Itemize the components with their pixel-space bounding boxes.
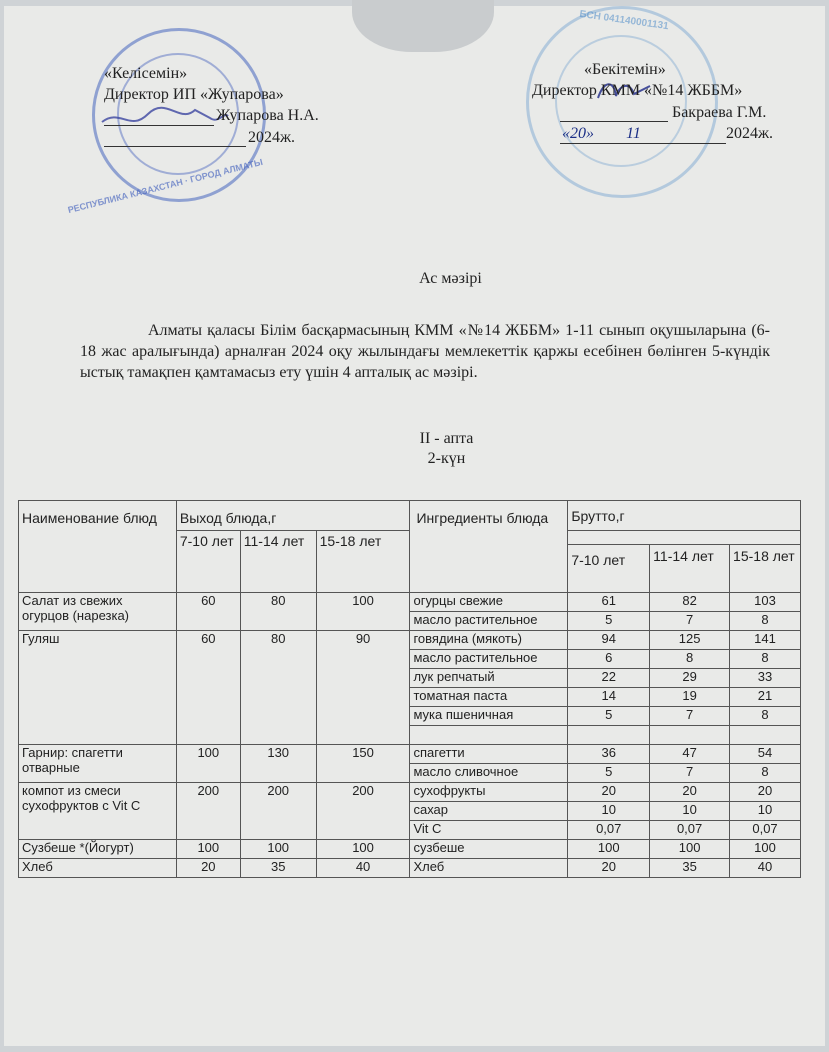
ingredient-brutto-value: 19	[650, 688, 730, 707]
dish-output-value: 20	[176, 859, 240, 878]
approval-left-director: Директор ИП «Жупарова»	[104, 86, 284, 103]
ingredient-brutto-value: 0,07	[568, 821, 650, 840]
header-brutto-spacer	[568, 531, 801, 545]
ingredient-name: говядина (мякоть)	[410, 631, 568, 650]
stamp-right-text: БСН 041140001131	[578, 8, 670, 33]
ingredient-brutto-value: 10	[650, 802, 730, 821]
dish-output-value: 100	[176, 840, 240, 859]
dish-output-value: 40	[316, 859, 410, 878]
dish-name: Сузбеше *(Йогурт)	[19, 840, 177, 859]
day-label: 2-күн	[427, 450, 466, 467]
ingredient-name: Vit C	[410, 821, 568, 840]
table-row	[19, 593, 801, 612]
approval-right-year: 2024ж.	[726, 125, 774, 142]
header-output: Выход блюда,г	[176, 501, 410, 531]
approval-left-date-line	[104, 146, 246, 147]
ingredient-brutto-value: 7	[650, 707, 730, 726]
ingredient-brutto-value: 40	[730, 859, 801, 878]
ingredient-brutto-value: 36	[568, 745, 650, 764]
ingredient-name: сухофрукты	[410, 783, 568, 802]
stamp-left-text: РЕСПУБЛИКА КАЗАХСТАН · ГОРОД АЛМАТЫ	[66, 156, 264, 216]
ingredient-brutto-value: 125	[650, 631, 730, 650]
dish-name: компот из смеси сухофруктов с Vit C	[19, 783, 177, 840]
ingredient-brutto-value: 141	[730, 631, 801, 650]
ingredient-brutto-value	[568, 726, 650, 745]
ingredient-brutto-value: 100	[650, 840, 730, 859]
ingredient-brutto-value: 54	[730, 745, 801, 764]
intro-paragraph: Алматы қаласы Білім басқармасының КММ «№14 ЖББМ» 1-11 сынып оқушыларына (6-18 жас аралығында) арналған 2024 оқу жылындағы мемлекеттік қаржы есебінен бөлінген 5-күндік ыстық тамақпен қамтамасыз ету үшін 4 апталық ас мәзірі.	[80, 322, 770, 381]
ingredient-brutto-value: 20	[568, 859, 650, 878]
ingredient-brutto-value: 21	[730, 688, 801, 707]
ingredient-brutto-value: 20	[650, 783, 730, 802]
ingredient-brutto-value: 100	[730, 840, 801, 859]
ingredient-brutto-value: 8	[730, 612, 801, 631]
header-brutto-age-15-18: 15-18 лет	[730, 545, 801, 593]
table-row	[19, 783, 801, 802]
approval-right-name: Бакраева Г.М.	[672, 104, 767, 121]
dish-output-value: 150	[316, 745, 410, 783]
table-row	[19, 745, 801, 764]
ingredient-brutto-value: 47	[650, 745, 730, 764]
ingredient-brutto-value: 8	[730, 764, 801, 783]
menu-title: Ас мәзірі	[419, 270, 482, 287]
header-brutto: Брутто,г	[568, 501, 801, 531]
dish-output-value: 60	[176, 631, 240, 745]
ingredient-name: огурцы свежие	[410, 593, 568, 612]
ingredient-name: лук репчатый	[410, 669, 568, 688]
header-dish-name: Наименование блюд	[19, 501, 177, 593]
dish-output-value: 100	[316, 840, 410, 859]
ingredient-brutto-value: 22	[568, 669, 650, 688]
dish-output-value: 80	[240, 631, 316, 745]
table-row	[19, 859, 801, 878]
ingredient-brutto-value: 6	[568, 650, 650, 669]
ingredient-brutto-value: 5	[568, 612, 650, 631]
approval-right-day: «20»	[562, 125, 594, 142]
signature-left	[100, 104, 230, 134]
week-label: II - апта	[419, 430, 474, 447]
approval-left-agree: «Келісемін»	[104, 65, 188, 82]
approval-right-date-line	[560, 143, 726, 144]
dish-name: Хлеб	[19, 859, 177, 878]
ingredient-name: сузбеше	[410, 840, 568, 859]
table-row	[19, 840, 801, 859]
ingredient-brutto-value: 8	[650, 650, 730, 669]
dish-output-value: 130	[240, 745, 316, 783]
ingredient-brutto-value: 29	[650, 669, 730, 688]
dish-output-value: 80	[240, 593, 316, 631]
approval-right-director: Директор КММ «№14 ЖББМ»	[532, 82, 743, 99]
header-output-age-11-14: 11-14 лет	[240, 531, 316, 593]
ingredient-brutto-value: 8	[730, 650, 801, 669]
approval-left-name: Жупарова Н.А.	[216, 107, 319, 124]
ingredient-brutto-value: 100	[568, 840, 650, 859]
dish-output-value: 100	[316, 593, 410, 631]
dish-output-value: 100	[176, 745, 240, 783]
dish-output-value: 35	[240, 859, 316, 878]
ingredient-brutto-value: 20	[568, 783, 650, 802]
ingredient-name	[410, 726, 568, 745]
header-output-age-15-18: 15-18 лет	[316, 531, 410, 593]
ingredient-name: Хлеб	[410, 859, 568, 878]
ingredient-brutto-value: 94	[568, 631, 650, 650]
table-row	[19, 631, 801, 650]
ingredient-brutto-value: 35	[650, 859, 730, 878]
approval-right-underline	[560, 121, 668, 122]
dish-name: Гуляш	[19, 631, 177, 745]
ingredient-brutto-value: 33	[730, 669, 801, 688]
ingredient-name: спагетти	[410, 745, 568, 764]
header-brutto-age-11-14: 11-14 лет	[650, 545, 730, 593]
header-brutto-age-7-10: 7-10 лет	[568, 545, 650, 593]
ingredient-brutto-value: 8	[730, 707, 801, 726]
ingredient-brutto-value: 10	[568, 802, 650, 821]
ingredient-brutto-value: 0,07	[650, 821, 730, 840]
dish-output-value: 200	[316, 783, 410, 840]
ingredient-brutto-value: 5	[568, 707, 650, 726]
ingredient-name: томатная паста	[410, 688, 568, 707]
approval-left-underline	[104, 125, 214, 126]
dish-output-value: 200	[176, 783, 240, 840]
ingredient-name: масло растительное	[410, 612, 568, 631]
ingredient-name: мука пшеничная	[410, 707, 568, 726]
approval-right-approve: «Бекітемін»	[584, 61, 666, 78]
dish-output-value: 60	[176, 593, 240, 631]
approval-right-month: 11	[626, 125, 641, 142]
header-output-age-7-10: 7-10 лет	[176, 531, 240, 593]
ingredient-brutto-value: 5	[568, 764, 650, 783]
header-ingredients: Ингредиенты блюда	[410, 501, 568, 593]
ingredient-brutto-value: 7	[650, 764, 730, 783]
dish-output-value: 100	[240, 840, 316, 859]
dish-output-value: 90	[316, 631, 410, 745]
ingredient-brutto-value: 82	[650, 593, 730, 612]
ingredient-brutto-value	[730, 726, 801, 745]
dish-output-value: 200	[240, 783, 316, 840]
ingredient-brutto-value: 10	[730, 802, 801, 821]
ingredient-brutto-value: 7	[650, 612, 730, 631]
ingredient-brutto-value: 14	[568, 688, 650, 707]
ingredient-brutto-value: 61	[568, 593, 650, 612]
ingredient-brutto-value: 20	[730, 783, 801, 802]
ingredient-brutto-value: 103	[730, 593, 801, 612]
ingredient-brutto-value: 0,07	[730, 821, 801, 840]
ingredient-brutto-value	[650, 726, 730, 745]
ingredient-name: масло растительное	[410, 650, 568, 669]
ingredient-name: масло сливочное	[410, 764, 568, 783]
approval-left-year: 2024ж.	[248, 129, 296, 146]
dish-name: Гарнир: спагетти отварные	[19, 745, 177, 783]
menu-table	[18, 500, 801, 878]
dish-name: Салат из свежих огурцов (нарезка)	[19, 593, 177, 631]
ingredient-name: сахар	[410, 802, 568, 821]
